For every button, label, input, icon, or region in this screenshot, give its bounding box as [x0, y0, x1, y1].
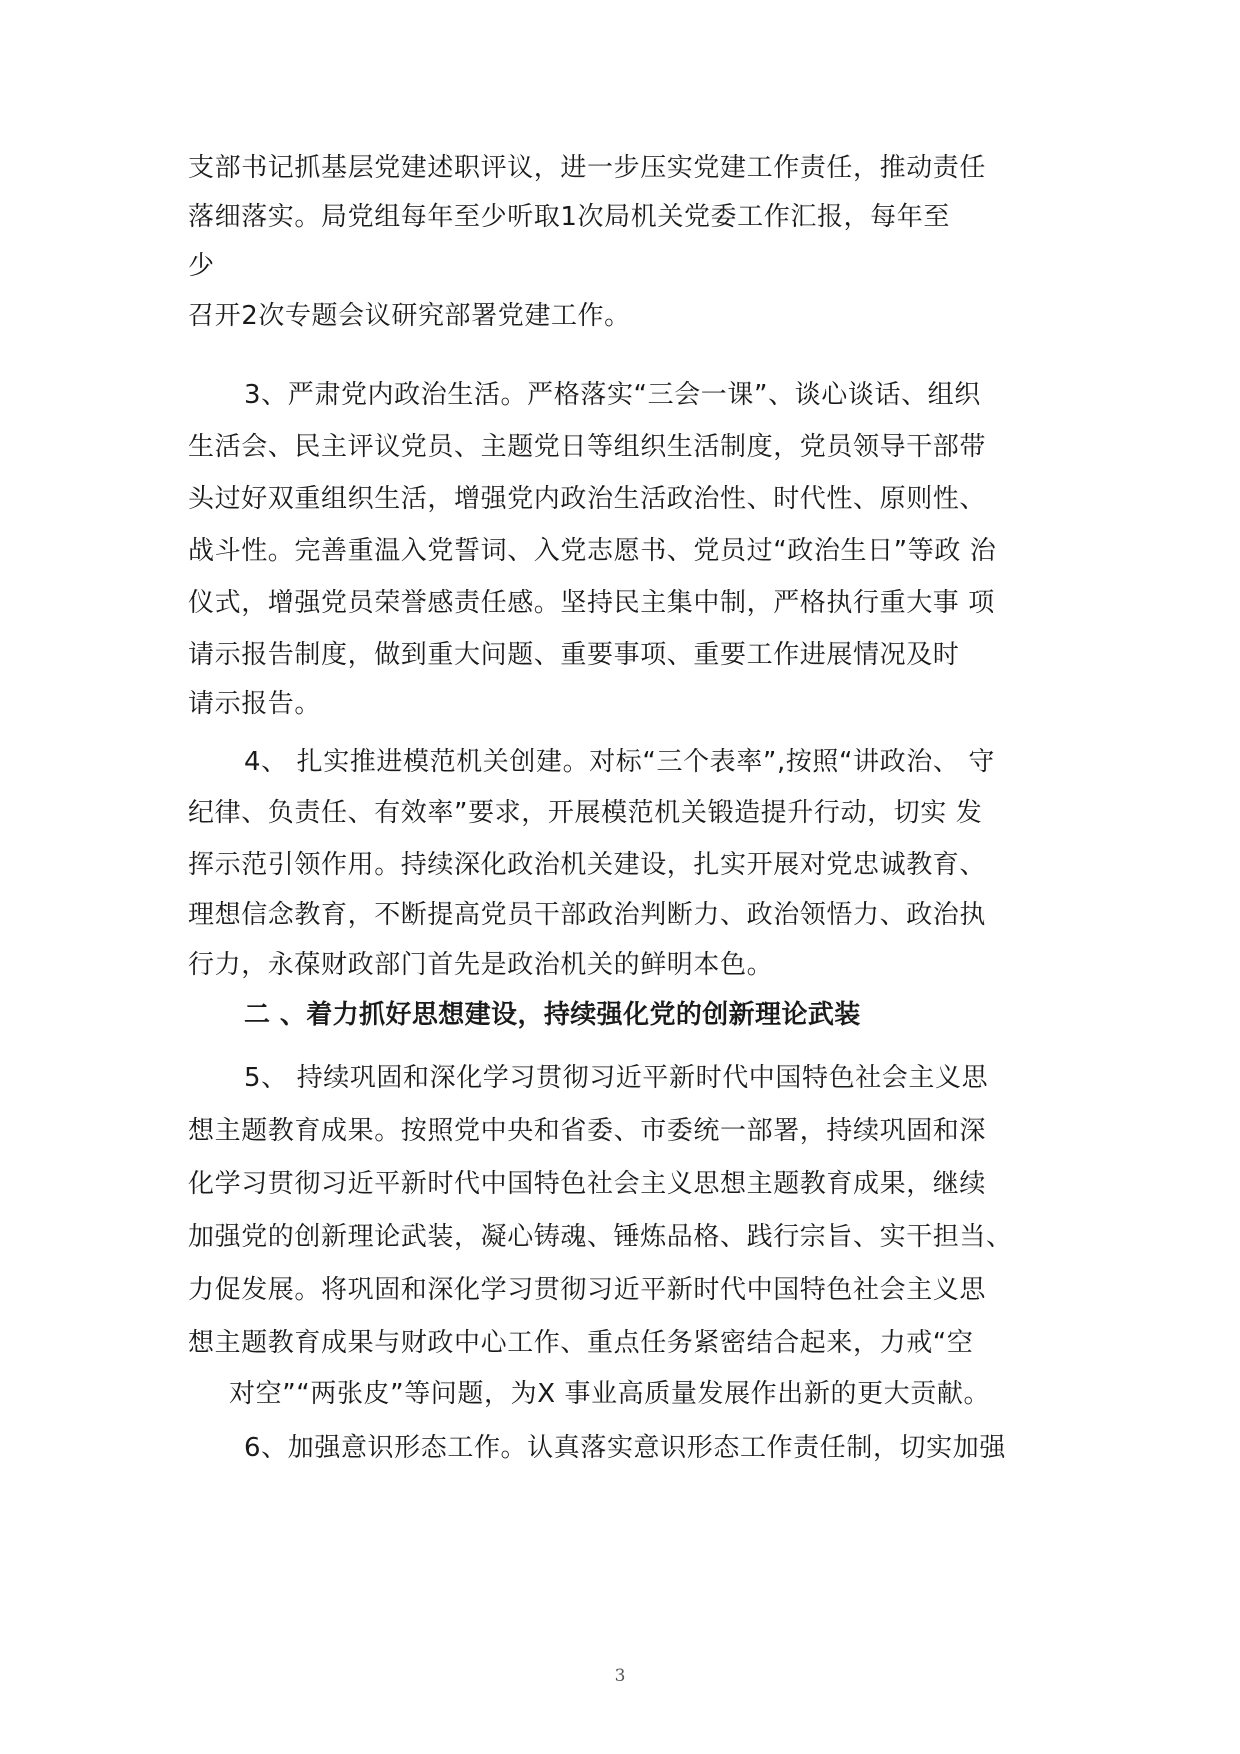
text-line-6: 生活会、民主评议党员、主题党日等组织生活制度，党员领导干部带 — [188, 432, 987, 462]
text-line-12: 4、 扎实推进模范机关创建。对标“三个表率”,按照“讲政治、 守 — [244, 747, 995, 777]
text-line-14: 挥示范引领作用。持续深化政治机关建设，扎实开展对党忠诚教育、 — [188, 850, 987, 880]
text-line-25: 6、加强意识形态工作。认真落实意识形态工作责任制，切实加强 — [244, 1433, 1006, 1463]
text-line-15: 理想信念教育，不断提高党员干部政治判断力、政治领悟力、政治执 — [188, 900, 987, 930]
text-line-3: 少 — [188, 251, 215, 281]
text-line-7: 头过好双重组织生活，增强党内政治生活政治性、时代性、原则性、 — [188, 484, 987, 514]
text-line-13: 纪律、负责任、有效率”要求，开展模范机关锻造提升行动，切实 发 — [188, 798, 983, 828]
text-line-2: 落细落实。局党组每年至少听取1次局机关党委工作汇报，每年至 — [188, 202, 950, 232]
text-line-18: 5、 持续巩固和深化学习贯彻习近平新时代中国特色社会主义思 — [244, 1063, 989, 1093]
text-line-22: 力促发展。将巩固和深化学习贯彻习近平新时代中国特色社会主义思 — [188, 1275, 987, 1305]
text-line-19: 想主题教育成果。按照党中央和省委、市委统一部署，持续巩固和深 — [188, 1116, 987, 1146]
text-line-1: 支部书记抓基层党建述职评议，进一步压实党建工作责任，推动责任 — [188, 153, 987, 183]
text-line-23: 想主题教育成果与财政中心工作、重点任务紧密结合起来，力戒“空 — [188, 1328, 974, 1358]
text-line-5: 3、严肃党内政治生活。严格落实“三会一课”、谈心谈话、组织 — [244, 380, 981, 410]
text-line-4: 召开2次专题会议研究部署党建工作。 — [188, 301, 631, 331]
text-line-20: 化学习贯彻习近平新时代中国特色社会主义思想主题教育成果，继续 — [188, 1169, 987, 1199]
text-line-8: 战斗性。完善重温入党誓词、入党志愿书、党员过“政治生日”等政 治 — [188, 536, 997, 566]
page-number: 3 — [614, 1666, 626, 1686]
text-line-10: 请示报告制度，做到重大问题、重要事项、重要工作进展情况及时 — [188, 640, 960, 670]
text-line-9: 仪式，增强党员荣誉感责任感。坚持民主集中制，严格执行重大事 项 — [188, 588, 995, 618]
section-heading: 二 、着力抓好思想建设，持续强化党的创新理论武装 — [244, 1000, 861, 1030]
text-line-11: 请示报告。 — [188, 689, 322, 719]
text-line-24: 对空”“两张皮”等问题，为X 事业高质量发展作出新的更大贡献。 — [229, 1379, 991, 1409]
text-line-16: 行力，永葆财政部门首先是政治机关的鲜明本色。 — [188, 950, 774, 980]
text-line-21: 加强党的创新理论武装，凝心铸魂、锤炼品格、践行宗旨、实干担当、 — [188, 1222, 1013, 1252]
